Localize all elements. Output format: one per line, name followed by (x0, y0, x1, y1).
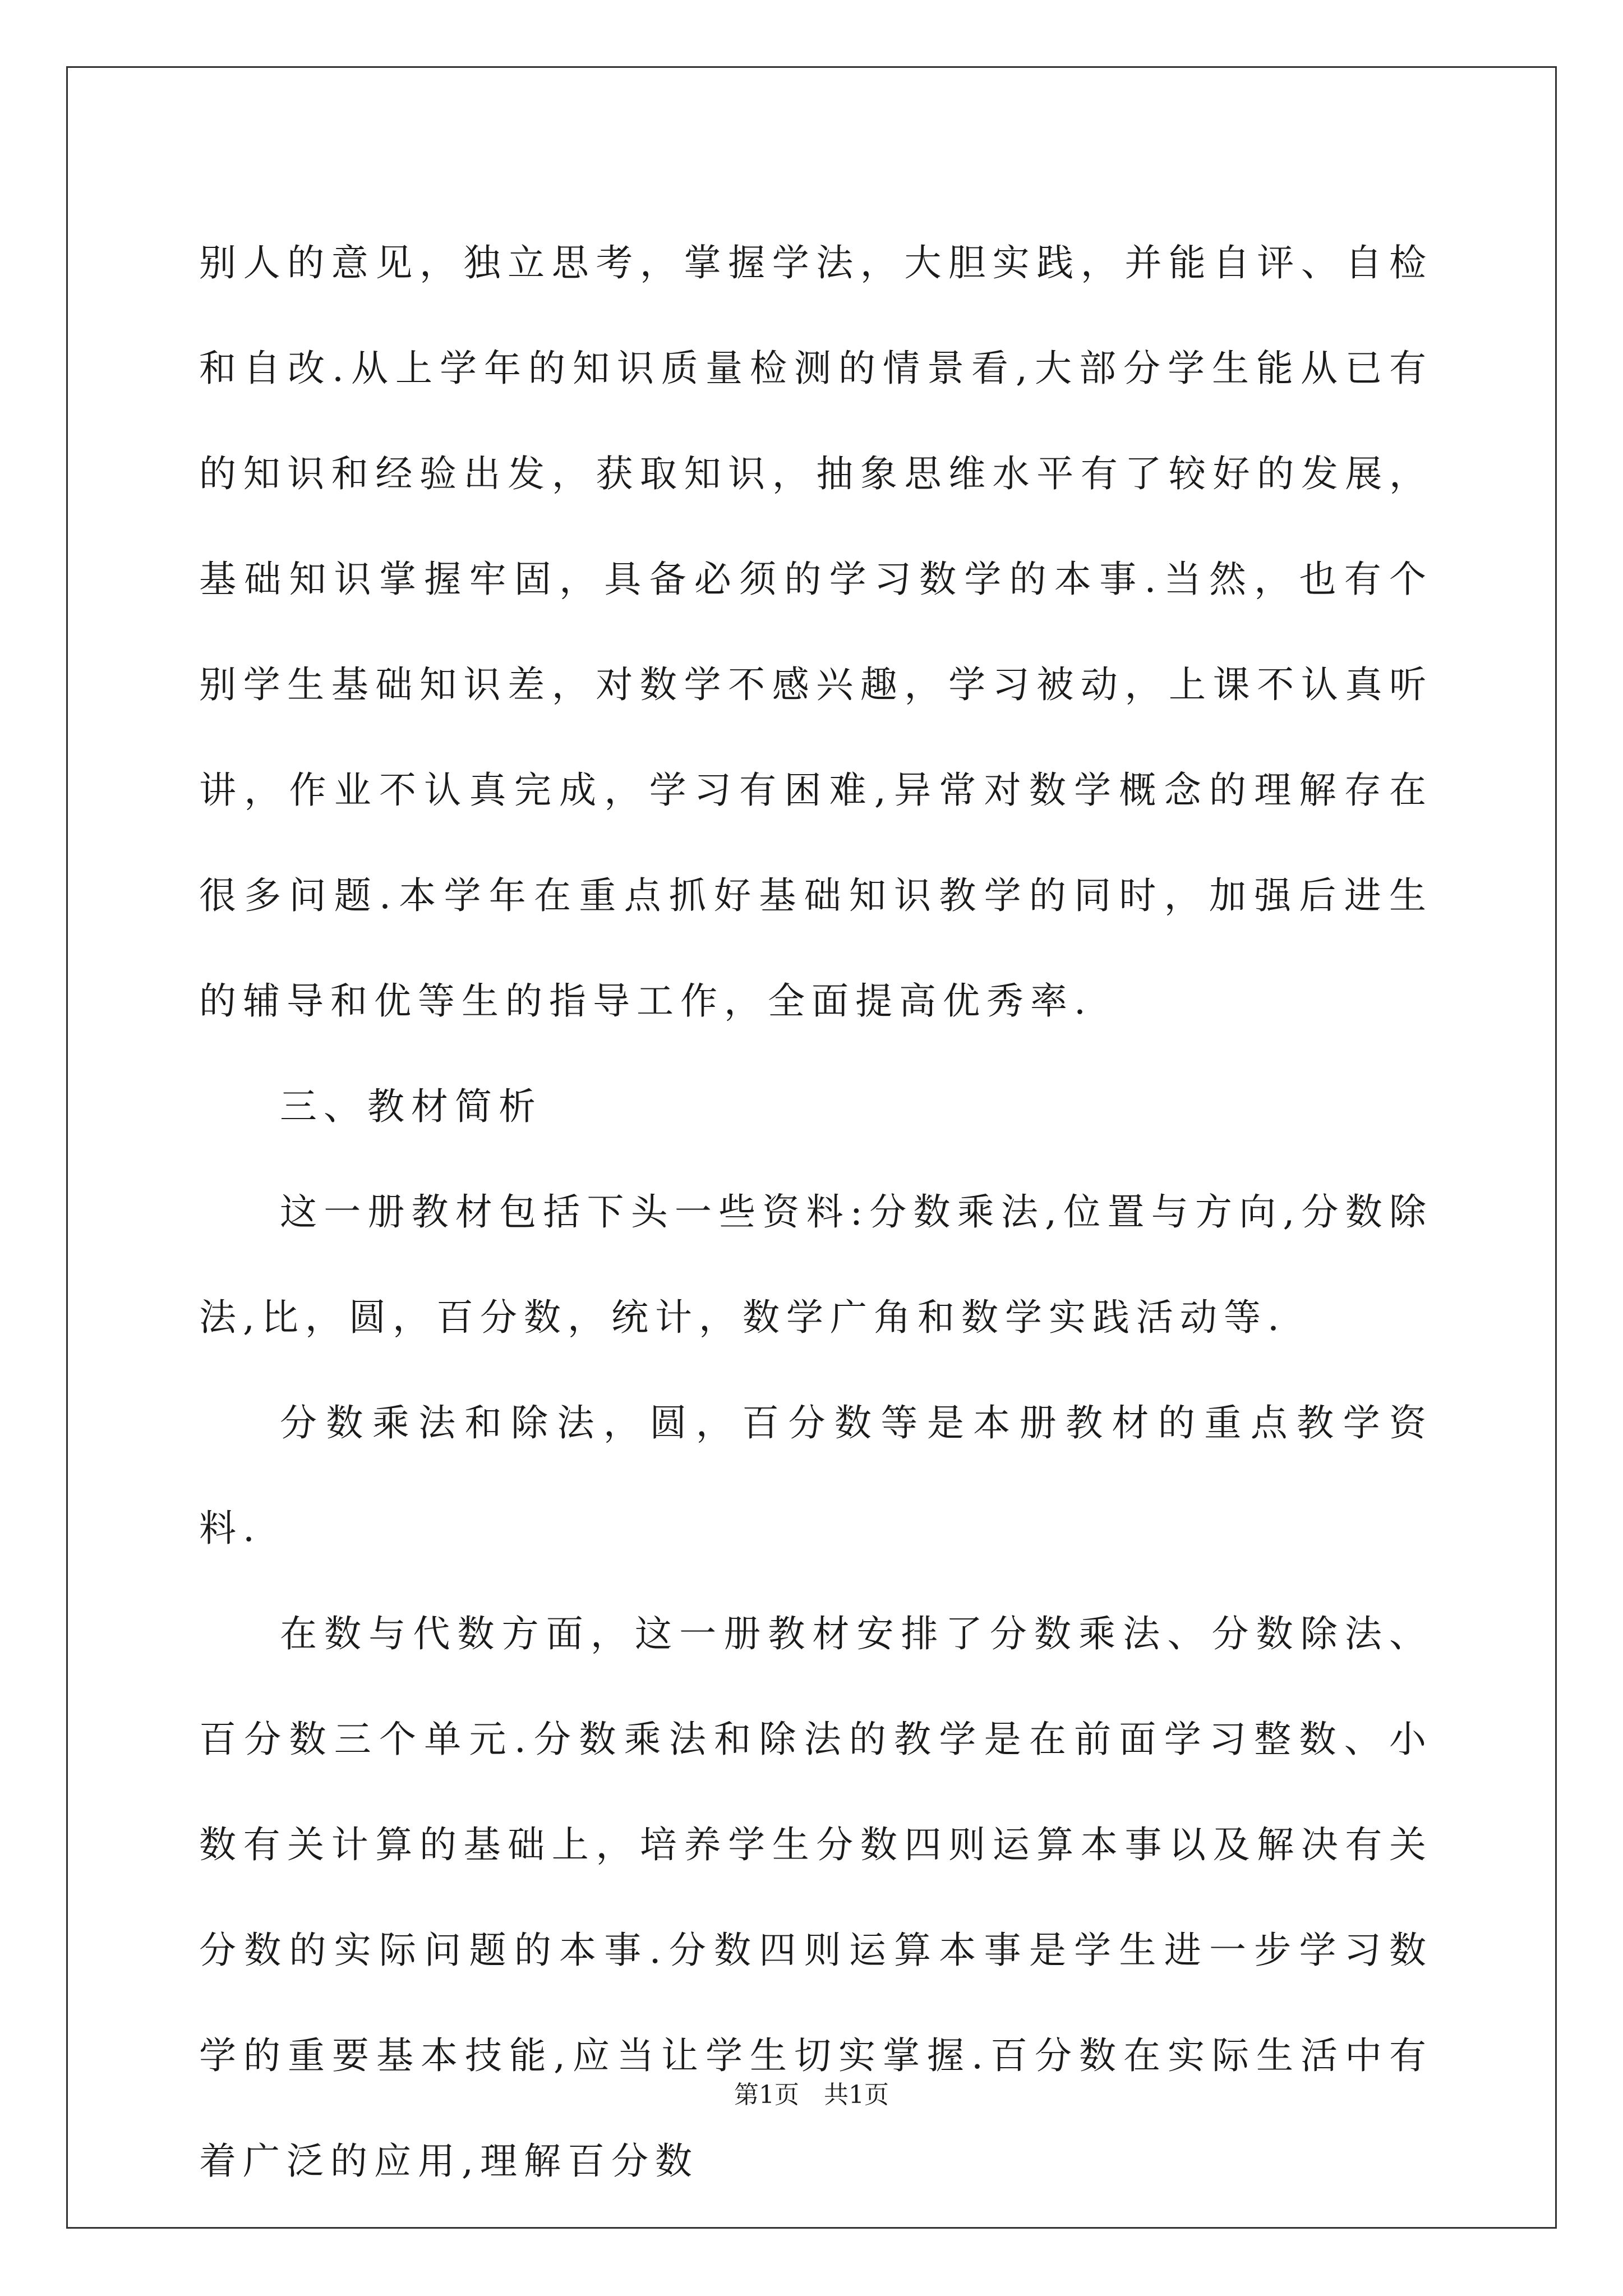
paragraph-textbook-contents: 这一册教材包括下头一些资料:分数乘法,位置与方向,分数除法,比，圆，百分数，统计，数学广角和数学实践活动等. (199, 1190, 1433, 1339)
section-heading-textbook-analysis: 三、教材简析 (280, 1085, 542, 1128)
page-number: 第1页 (734, 2081, 799, 2109)
page-total: 共1页 (824, 2081, 889, 2109)
paragraph-number-algebra: 在数与代数方面，这一册教材安排了分数乘法、分数除法、百分数三个单元.分数乘法和除法的教学是在前面学习整数、小数有关计算的基础上，培养学生分数四则运算本事以及解决有关分数的实际问题的本事.分数四则运算本事是学生进一步学习数学的重要基本技能,应当让学生切实掌握.百分数在实际生活中有着广泛的应用,理解百分数 (199, 1612, 1433, 2183)
document-body (199, 210, 1433, 2214)
page-footer (0, 2078, 1623, 2112)
paragraph-key-content: 分数乘法和除法，圆，百分数等是本册教材的重点教学资料. (199, 1401, 1433, 1550)
paragraph-student-analysis: 别人的意见，独立思考，掌握学法，大胆实践，并能自评、自检和自改.从上学年的知识质量检测的情景看,大部分学生能从已有的知识和经验出发，获取知识，抽象思维水平有了较好的发展，基础知识掌握牢固，具备必须的学习数学的本事.当然，也有个别学生基础知识差，对数学不感兴趣，学习被动，上课不认真听讲，作业不认真完成，学习有困难,异常对数学概念的理解存在很多问题.本学年在重点抓好基础知识教学的同时，加强后进生的辅导和优等生的指导工作，全面提高优秀率. (199, 241, 1433, 1023)
